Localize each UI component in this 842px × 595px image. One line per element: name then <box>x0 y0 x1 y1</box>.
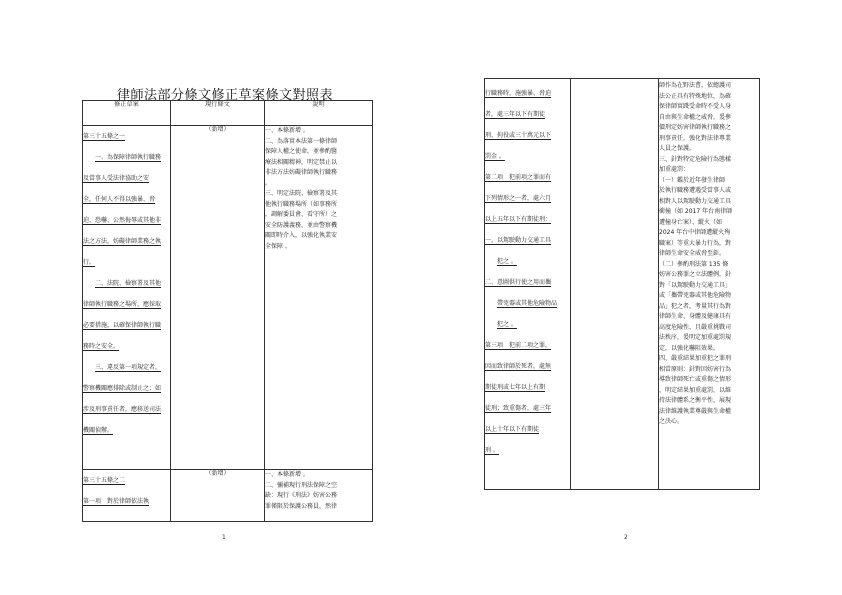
amended-line: 第二項 犯前項之罪而有 <box>485 174 552 181</box>
amended-line: 下列情形之一者，處六月 <box>485 195 552 202</box>
document-title: 律師法部分條文修正草案條文對照表 <box>116 88 333 103</box>
explanation-line: 刑事責任，強化對法律專業 <box>659 134 732 142</box>
explanation-line: 品」犯之者，考量其行為對 <box>659 302 732 310</box>
document-page-2 <box>421 0 842 595</box>
amended-line: 法之方法，妨礙律師業務之執 <box>83 238 162 245</box>
current-text-cell <box>571 79 659 490</box>
table-header-row <box>83 101 373 126</box>
explanation-line: 療法相關精神，明定禁止以 <box>265 158 338 166</box>
explanation-line: 三、明定法院、檢察署及其 <box>265 190 338 197</box>
amended-line: 者，處三年以下有期徒 <box>485 111 546 118</box>
amended-line: 因而致律師於死者，處無 <box>485 363 552 370</box>
amended-line: 一、以駕駛動力交通工具 <box>485 237 552 244</box>
amended-line: 犯之 。 <box>497 258 517 265</box>
amended-line: 及當事人受法律協助之安 <box>83 175 150 182</box>
amended-text-cell <box>485 79 571 490</box>
explanation-line: 律師生命安全威脅至鉅。 <box>659 250 726 257</box>
amended-line: 刑 。 <box>485 447 499 454</box>
amended-line: 徒刑；致重傷者，處三年 <box>485 405 552 412</box>
explanation-line: 人員之保護。 <box>659 145 696 152</box>
comparison-table-page-1 <box>82 100 373 522</box>
table-row-article-35-2-continued <box>485 79 760 490</box>
header-current: 現行條文 <box>171 101 265 126</box>
article-heading: 第三十五條之二 <box>83 477 126 484</box>
amended-line: 二、意圖供行使之用而攜 <box>485 279 552 286</box>
table-row-article-35-1 <box>83 126 373 470</box>
table-row-article-35-2 <box>83 470 373 522</box>
explanation-line: 導致律師死亡或重傷之情形 <box>659 376 732 383</box>
amended-line: 一、為保障律師執行職務 <box>95 154 162 161</box>
explanation-line: ，明定結果加重處罰，以維 <box>659 386 732 394</box>
explanation-line: 於執行職務遭遇受當事人或 <box>659 187 732 194</box>
amended-text-cell <box>83 126 171 470</box>
amended-line: 行職務時，施強暴、脅迫 <box>485 90 552 97</box>
explanation-line: 價刑定妨害律師執行職務之 <box>659 124 732 131</box>
explanation-line: 相對人以駕駛動力交通工具 <box>659 197 732 205</box>
amended-line: 必要措施，以確保律師執行職 <box>83 322 162 329</box>
amended-line: 迫、恐嚇、公然侮辱或其他非 <box>83 217 162 224</box>
current-text-cell: （新增） <box>171 470 265 522</box>
explanation-cell <box>265 126 373 470</box>
amended-line: 務時之安全。 <box>83 343 120 350</box>
explanation-line: 缺：現行《刑法》妨害公務 <box>265 492 338 499</box>
amended-line: 罰金 。 <box>485 153 505 160</box>
amended-line: 行。 <box>83 259 96 266</box>
amended-line: 帶兇器或其他危險物品 <box>497 300 558 307</box>
explanation-line: 定，以強化嚇阻效果。 <box>659 344 720 352</box>
explanation-line: 之決心。 <box>659 418 684 425</box>
explanation-line: 保障人權之使命，並參酌醫 <box>265 148 338 155</box>
explanation-line: 自由與生命權之威脅，爰參 <box>659 113 732 121</box>
amended-line: 警察機關應排除或制止之；如 <box>83 385 162 392</box>
header-explanation: 說明 <box>265 101 373 126</box>
explanation-line: 二、為落實本法第一條律師 <box>265 137 338 145</box>
explanation-line: 一、本條新增 。 <box>265 471 309 478</box>
amended-line: 期徒刑或七年以上有期 <box>485 384 546 391</box>
amended-line: 二、法院、檢察署及其他 <box>95 280 162 287</box>
amended-line: 律師執行職務之場所，應採取 <box>83 301 162 308</box>
amended-line: 犯之 。 <box>497 321 517 328</box>
amended-line: 三、違反第一項規定者， <box>95 364 162 371</box>
explanation-line: 律師生命、身體及健康具有 <box>659 313 732 320</box>
amended-line: 刑、拘役或三十萬元以下 <box>485 132 552 139</box>
explanation-line: 。 <box>265 179 272 187</box>
explanation-line: 法律維護執業尊嚴與生命權 <box>659 407 732 415</box>
explanation-line: 對「以駕駛動力交通工具」 <box>659 281 732 289</box>
explanation-line: 遭撞身亡案）、縱火（如 <box>659 218 723 226</box>
explanation-line: 2024 年台中律師遭縱火殉 <box>659 229 731 236</box>
amended-line: 機關偵辦。 <box>83 427 114 434</box>
explanation-cell <box>265 470 373 522</box>
amended-line: 第一項 對於律師依法執 <box>83 498 150 505</box>
explanation-line: 衝撞（如 2017 年台南律師 <box>659 208 733 215</box>
amended-text-cell <box>83 470 171 522</box>
explanation-line: 保律師實踐受命時不受人身 <box>659 103 732 110</box>
explanation-line: 師作為在野法曹，依總護司 <box>659 82 732 89</box>
explanation-line: （一）鑑於近年發生律師 <box>659 176 726 184</box>
explanation-line: 安全防護義務，並由警察機 <box>265 221 338 229</box>
explanation-line: 罪僅限於保護公務員，然律 <box>265 502 338 510</box>
explanation-line: 一、本條新增 。 <box>265 127 309 134</box>
amended-line: 第三項 犯前二項之罪， <box>485 342 552 349</box>
explanation-line: 持法律體系之衡平性，展現 <box>659 397 732 404</box>
explanation-line: ，調解委員會、看守所）之 <box>265 211 338 218</box>
explanation-cell <box>659 79 760 490</box>
explanation-line: 他執行職務場所（如事務所 <box>265 200 338 208</box>
page-number: 1 <box>222 534 226 541</box>
article-heading: 第三十五條之一 <box>83 133 126 140</box>
explanation-line: 四、嚴重結果加重犯之罪刑 <box>659 355 732 362</box>
explanation-line: 高度危險性，且嚴重挑戰司 <box>659 323 732 331</box>
explanation-line: 法秩序，爰明定加重處罰規 <box>659 334 732 341</box>
explanation-line: 關即時介入，以強化執業安 <box>265 232 338 239</box>
explanation-line: 三、針對特定危險行為態樣 <box>659 155 732 163</box>
amended-line: 以上十年以下有期徒 <box>485 426 540 433</box>
explanation-line: （二）參酌刑法第 135 條 <box>659 260 729 268</box>
explanation-line: 法公正具有特殊地位，為確 <box>659 92 732 100</box>
explanation-line: 妨害公務罪之立法體例，針 <box>659 271 732 278</box>
amended-line: 全，任何人不得以強暴、脅 <box>83 196 156 203</box>
current-text-cell: （新增） <box>171 126 265 470</box>
comparison-table-page-2 <box>484 78 760 490</box>
page-number: 2 <box>624 534 628 541</box>
header-amended: 修正草案 <box>83 101 171 126</box>
explanation-line: 職案）等重大暴力行為，對 <box>659 239 732 247</box>
explanation-line: 或「攜帶兇器或其他危險物 <box>659 292 732 299</box>
explanation-line: 非法方法妨礙律師執行職務 <box>265 169 338 176</box>
explanation-line: 二、彌補現行刑法保障之空 <box>265 481 338 489</box>
amended-line: 涉及刑事責任者，應移送司法 <box>83 406 162 413</box>
explanation-line: 加重處罰： <box>659 166 690 173</box>
explanation-line: 相當原則：針對因妨害行為 <box>659 365 732 373</box>
amended-line: 以上五年以下有期徒刑： <box>485 216 552 223</box>
explanation-line: 全保障 。 <box>265 242 291 250</box>
